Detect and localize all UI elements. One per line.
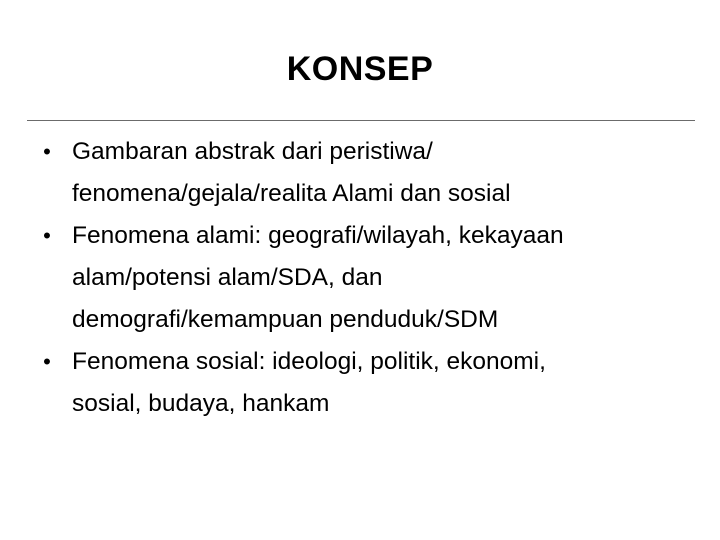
bullet-item [30,131,680,215]
bullet-marker: • [43,349,51,374]
bullet-list [30,131,680,425]
bullet-text-line: alam/potensi alam/SDA, dan [72,264,383,291]
bullet-text-line: demografi/kemampuan penduduk/SDM [72,306,499,333]
bullet-text-line: sosial, budaya, hankam [72,390,330,417]
bullet-text-line: Gambaran abstrak dari peristiwa/ [72,138,433,165]
bullet-marker: • [43,139,51,164]
bullet-item [30,215,680,341]
slide-title: KONSEP [286,50,434,88]
title-divider [27,120,695,121]
bullet-text-line: fenomena/gejala/realita Alami dan sosial [72,180,511,207]
bullet-text-line: Fenomena alami: geografi/wilayah, kekayaan [72,222,564,249]
bullet-text-line: Fenomena sosial: ideologi, politik, ekonomi, [72,348,546,375]
bullet-item [30,341,680,425]
bullet-marker: • [43,223,51,248]
